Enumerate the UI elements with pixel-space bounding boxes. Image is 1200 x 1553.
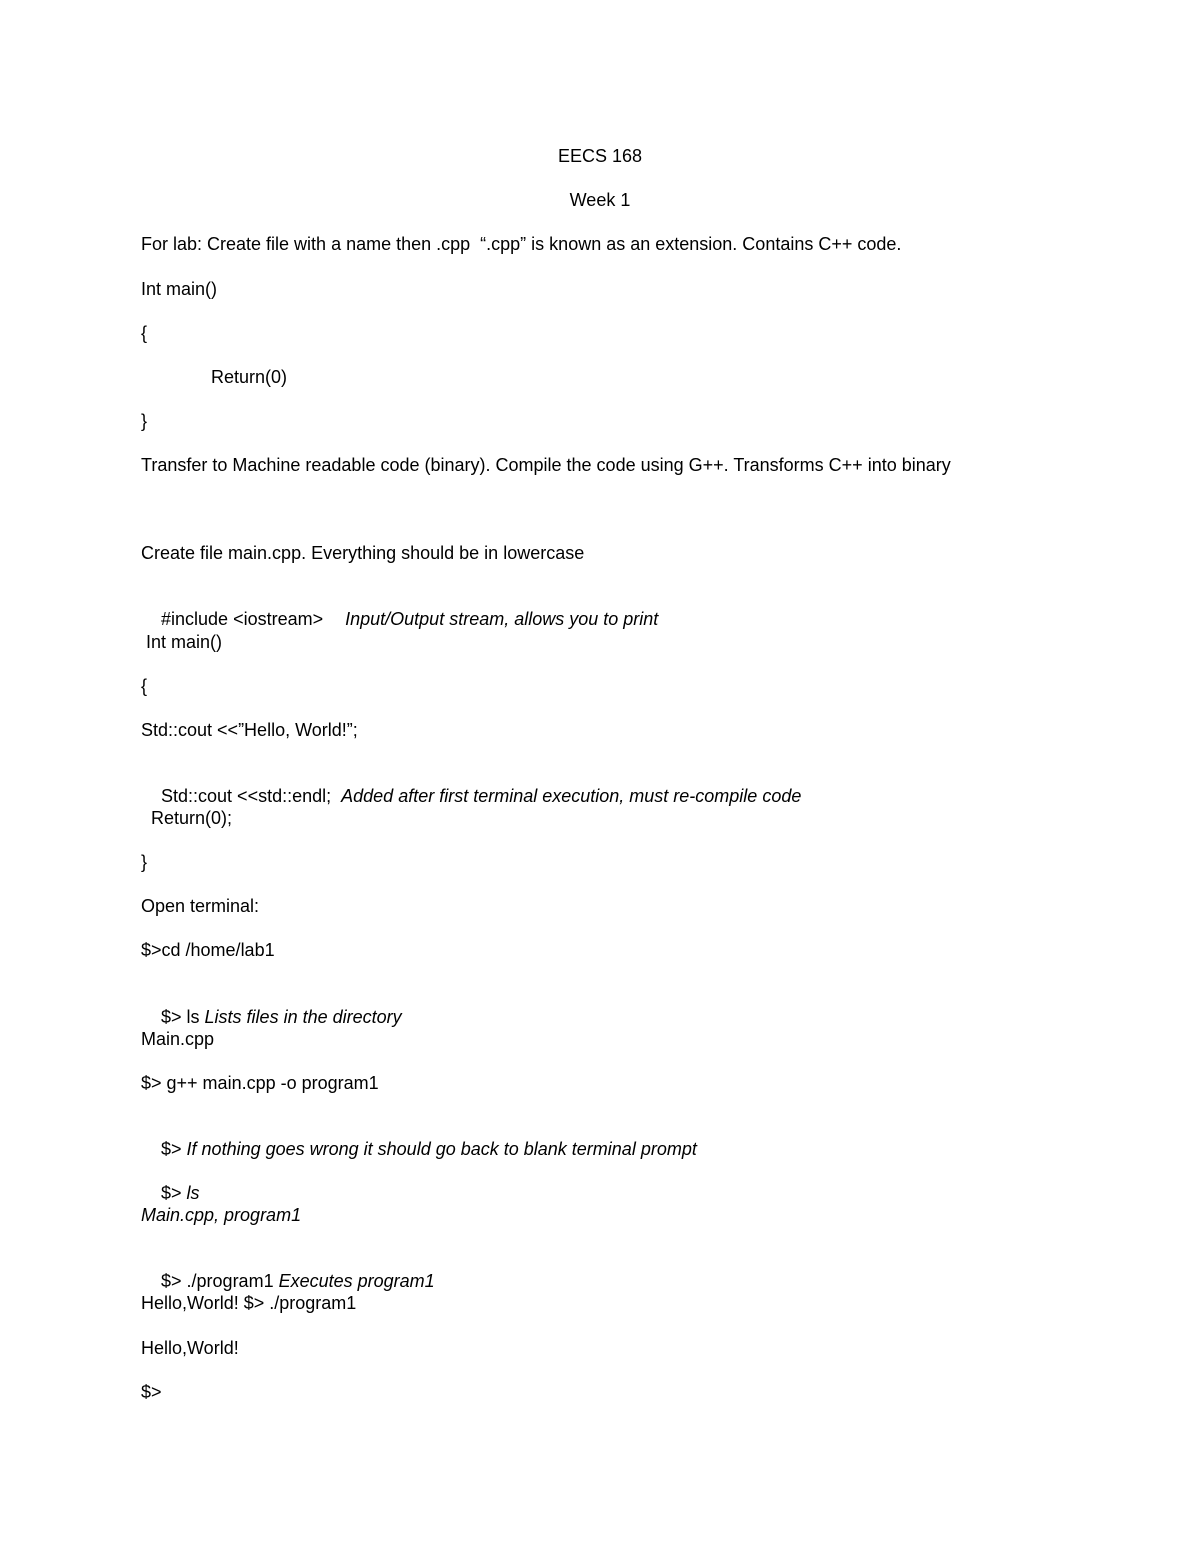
code-line: { [141,323,148,343]
code-line: Return(0); [141,808,233,828]
code-line-with-note [141,586,659,629]
code-text: $> [161,1183,187,1203]
document-subtitle: Week 1 [569,190,631,210]
terminal-prompt: $> [141,1382,162,1402]
text-line: Open terminal: [141,896,260,916]
code-line: Std::cout <<”Hello, World!”; [141,720,358,740]
text-line: For lab: Create file with a name then .cpp “.cpp” is known as an extension. Contains C++ code. [141,234,902,254]
code-line-with-note [141,763,802,806]
note-text: Input/Output stream, allows you to print [345,609,659,629]
note-text: Executes program1 [278,1271,435,1291]
code-line: Return(0) [211,367,288,387]
code-text: $> ls [161,1007,205,1027]
terminal-output-line: Main.cpp, program1 [141,1205,302,1225]
code-text: #include <iostream> [161,609,324,629]
code-text: $> ./program1 [161,1271,279,1291]
terminal-line: Main.cpp [141,1029,215,1049]
note-text: Lists files in the directory [204,1007,402,1027]
code-line: } [141,411,148,431]
code-line: Int main() [141,632,223,652]
terminal-line: $> g++ main.cpp -o program1 [141,1073,379,1093]
code-text: Std::cout <<std::endl; [161,786,332,806]
note-text: If nothing goes wrong it should go back to blank terminal prompt [186,1139,697,1159]
text-line: Transfer to Machine readable code (binary). Compile the code using G++. Transforms C++ into binary [141,455,951,475]
code-line: Int main() [141,279,218,299]
terminal-line-with-note [141,1160,200,1203]
code-line: { [141,676,148,696]
terminal-line-with-note [141,1248,435,1291]
terminal-line-with-note [141,984,402,1027]
terminal-line-with-note [141,1116,697,1159]
code-line: } [141,852,148,872]
terminal-line: Hello,World! [141,1338,239,1358]
document-title: EECS 168 [557,146,643,166]
terminal-line: Hello,World! $> ./program1 [141,1293,357,1313]
code-text: $> [161,1139,187,1159]
terminal-line: $>cd /home/lab1 [141,940,275,960]
note-text: Added after first terminal execution, must re-compile code [341,786,802,806]
note-text: ls [186,1183,200,1203]
text-line: Create file main.cpp. Everything should be in lowercase [141,543,585,563]
